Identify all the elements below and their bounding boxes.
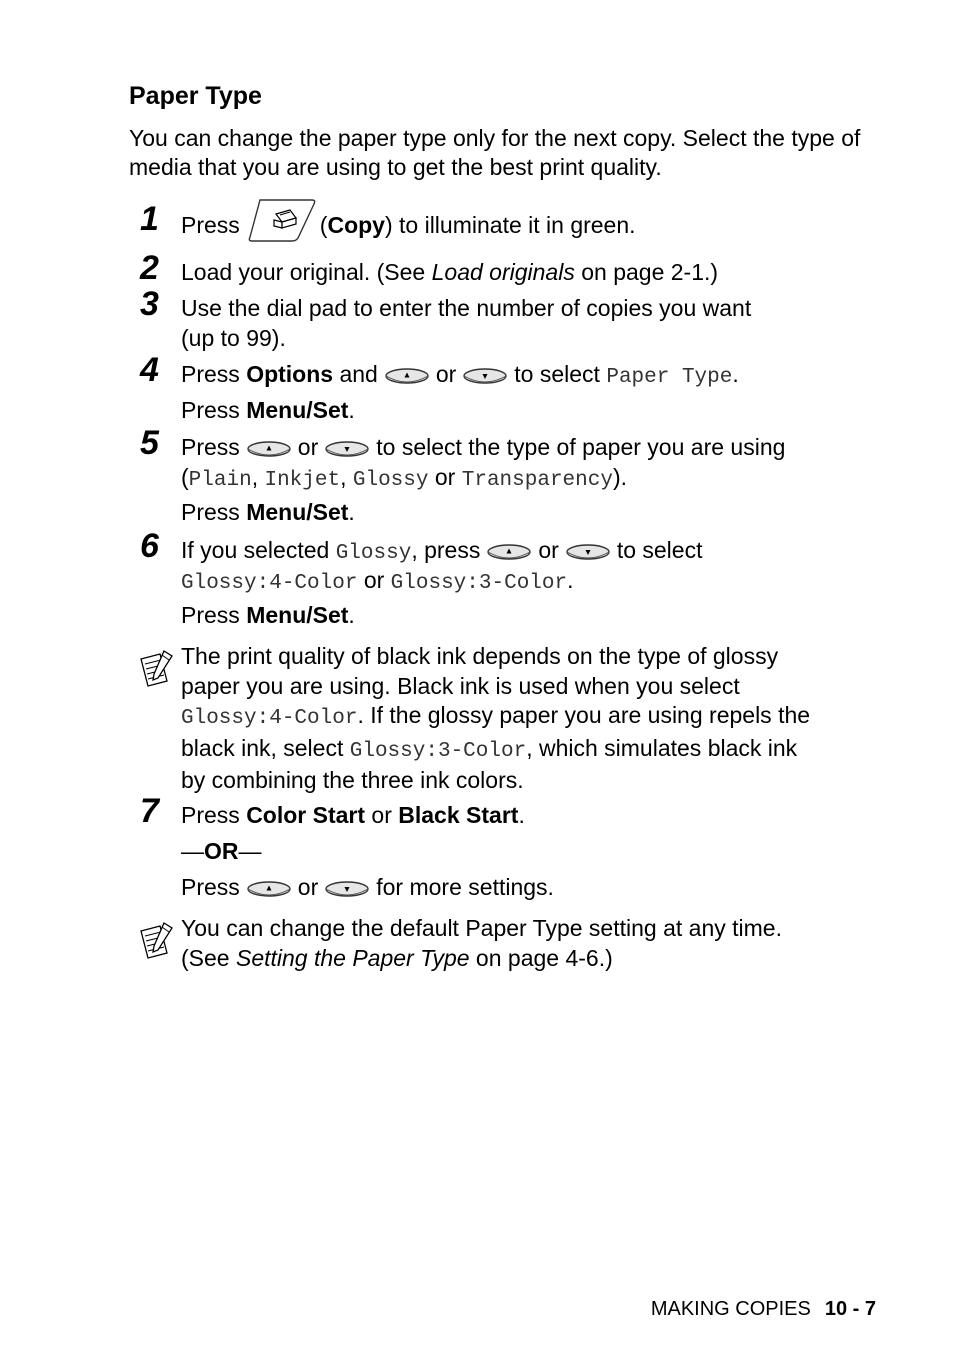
lcd-plain: Plain	[188, 469, 252, 492]
lcd-glossy-3-color: Glossy:3-Color	[390, 572, 568, 595]
step-5-line-2: (Plain, Inkjet, Glossy or Transparency).	[181, 464, 628, 492]
note-pencil-icon	[136, 647, 176, 687]
step-6-line-2: Glossy:4-Color or Glossy:3-Color.	[181, 567, 574, 595]
or-separator: —OR—	[181, 838, 262, 864]
load-originals-reference: Load originals	[431, 259, 575, 285]
up-arrow-button-icon	[246, 439, 292, 459]
step-3-line-2: (up to 99).	[181, 325, 286, 351]
down-arrow-button-icon	[462, 366, 508, 386]
note-glossy-ink: The print quality of black ink depends on the type of glossy paper you are using. Black ink is used when you select Glossy:4-Color. If the glossy paper you are using repels the black ink, select Glossy:3-Color, which simulates black ink by combining the three ink colors.	[181, 643, 811, 793]
page-title: Paper Type	[129, 82, 262, 110]
step-number-1: 1	[140, 200, 159, 238]
note-default-paper-type: You can change the default Paper Type setting at any time. (See Setting the Paper Type on page 4-6.)	[181, 915, 782, 971]
step-4-line-1: Press Options and or to select Paper Type.	[181, 361, 739, 389]
menu-set-key-label: Menu/Set	[246, 397, 349, 423]
lcd-glossy-4-color: Glossy:4-Color	[181, 572, 358, 595]
down-arrow-button-icon	[565, 542, 611, 562]
lcd-inkjet: Inkjet	[264, 469, 341, 492]
step-number-7: 7	[140, 792, 159, 830]
intro-paragraph: You can change the paper type only for the next copy. Select the type of media that you are using to get the best print quality.	[129, 125, 861, 180]
step-number-6: 6	[140, 527, 159, 565]
footer-page-number: 10 - 7	[824, 1298, 876, 1320]
step-4-line-2: Press Menu/Set.	[181, 397, 355, 423]
step-6-line-3: Press Menu/Set.	[181, 602, 355, 628]
black-start-key-label: Black Start	[398, 802, 519, 828]
lcd-paper-type: Paper Type	[606, 366, 733, 389]
step-5-line-3: Press Menu/Set.	[181, 499, 355, 525]
up-arrow-button-icon	[246, 879, 292, 899]
step-2-text: Load your original. (See Load originals on page 2-1.)	[181, 259, 719, 285]
up-arrow-button-icon	[384, 366, 430, 386]
lcd-glossy: Glossy	[335, 542, 412, 565]
down-arrow-button-icon	[324, 439, 370, 459]
page-footer	[651, 1298, 876, 1321]
step-7-line-1: Press Color Start or Black Start.	[181, 802, 525, 828]
footer-section: MAKING COPIES	[650, 1298, 811, 1320]
step-number-4: 4	[140, 351, 159, 389]
lcd-glossy-3-color: Glossy:3-Color	[349, 739, 527, 763]
down-arrow-button-icon	[324, 879, 370, 899]
lcd-transparency: Transparency	[461, 469, 613, 492]
color-start-key-label: Color Start	[246, 802, 366, 828]
step-5-line-1: Press or to select the type of paper you are using	[181, 434, 786, 460]
step-7-line-3: Press or for more settings.	[181, 874, 554, 900]
step-3-line-1: Use the dial pad to enter the number of copies you want	[181, 295, 752, 321]
menu-set-key-label: Menu/Set	[246, 602, 349, 628]
note-pencil-icon	[136, 919, 176, 959]
step-number-3: 3	[140, 285, 159, 323]
lcd-glossy: Glossy	[352, 469, 429, 492]
menu-set-key-label: Menu/Set	[246, 499, 349, 525]
options-key-label: Options	[246, 361, 334, 387]
setting-paper-type-reference: Setting the Paper Type	[235, 944, 470, 971]
step-6-line-1: If you selected Glossy, press or to select	[181, 537, 703, 565]
up-arrow-button-icon	[486, 542, 532, 562]
step-1-text: Press (Copy) to illuminate it in green.	[181, 210, 636, 244]
copy-key-icon	[246, 196, 318, 244]
lcd-glossy-4-color: Glossy:4-Color	[181, 707, 358, 730]
copy-key-label: Copy	[327, 212, 385, 239]
step-number-2: 2	[140, 249, 159, 287]
step-number-5: 5	[140, 424, 159, 462]
